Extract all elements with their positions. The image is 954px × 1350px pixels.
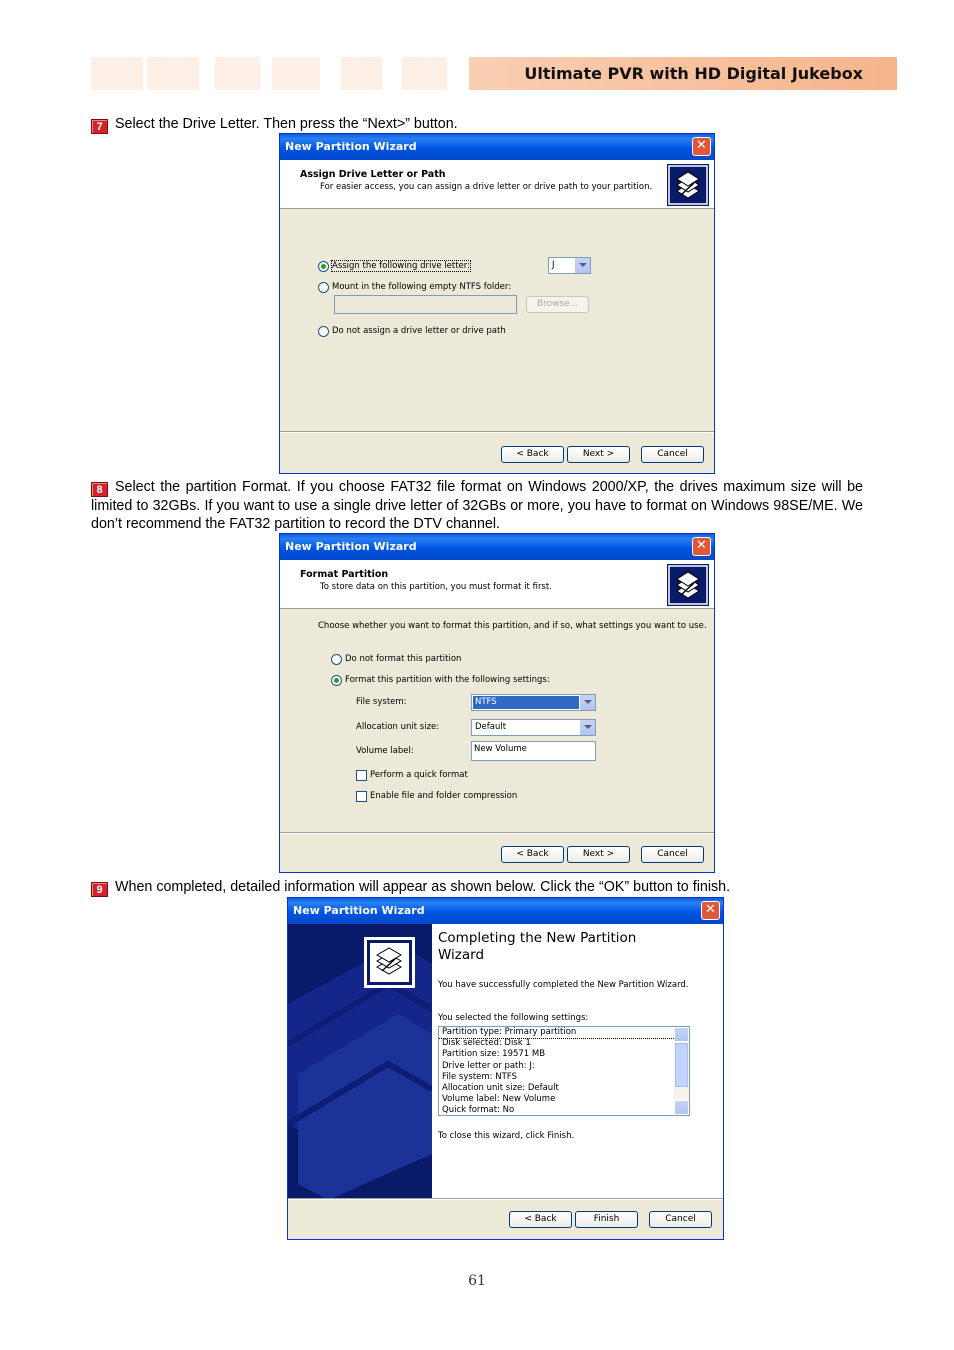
success-text: You have successfully completed the New Partition Wizard. xyxy=(438,980,689,990)
list-item[interactable]: Quick format: No xyxy=(442,1105,515,1116)
step-number: 9 xyxy=(91,882,108,897)
vertical-scrollbar[interactable] xyxy=(674,1027,689,1115)
cancel-button[interactable]: Cancel xyxy=(641,446,704,463)
no-format-radio[interactable] xyxy=(331,654,342,665)
window-title: New Partition Wizard xyxy=(285,140,417,153)
format-radio[interactable] xyxy=(331,675,342,686)
scroll-thumb[interactable] xyxy=(675,1043,688,1087)
next-button[interactable]: Next > xyxy=(567,846,630,863)
quick-format-checkbox[interactable] xyxy=(356,770,367,781)
wizard-header xyxy=(280,160,714,209)
drive-letter-dropdown[interactable] xyxy=(548,257,591,274)
header-decor-square xyxy=(272,57,320,90)
list-item[interactable]: File system: NTFS xyxy=(442,1071,517,1082)
step-8 xyxy=(91,478,863,533)
wizard-window-completion xyxy=(287,897,724,1240)
compression-checkbox[interactable] xyxy=(356,791,367,802)
header-decor-square xyxy=(215,57,260,90)
scroll-down-arrow-icon[interactable] xyxy=(674,1100,689,1115)
allocation-unit-dropdown[interactable] xyxy=(471,719,596,736)
step-text: When completed, detailed information will appear as shown below. Click the “OK” button to finish. xyxy=(115,879,731,895)
assign-letter-radio[interactable] xyxy=(318,261,329,272)
title-bar xyxy=(280,534,714,560)
no-letter-radio[interactable] xyxy=(318,326,329,337)
file-system-dropdown[interactable] xyxy=(471,694,596,711)
divider xyxy=(288,1198,723,1200)
header-bar xyxy=(469,57,897,90)
browse-button[interactable]: Browse... xyxy=(526,296,589,313)
disk-wizard-icon xyxy=(667,564,709,606)
completion-heading: Completing the New Partition Wizard xyxy=(438,930,637,963)
wizard-window-assign-drive xyxy=(279,133,715,474)
file-system-value: NTFS xyxy=(473,696,579,709)
wizard-subheading: For easier access, you can assign a drive letter or drive path to your partition. xyxy=(320,182,653,192)
list-item[interactable]: Drive letter or path: J: xyxy=(442,1060,535,1071)
back-button[interactable]: < Back xyxy=(509,1211,572,1228)
allocation-unit-label: Allocation unit size: xyxy=(356,722,440,732)
header-decor-square xyxy=(402,57,447,90)
wizard-subheading: To store data on this partition, you must format it first. xyxy=(320,582,552,592)
wizard-header xyxy=(280,560,714,609)
next-button[interactable]: Next > xyxy=(567,446,630,463)
header-decor-square xyxy=(91,57,143,90)
step-9 xyxy=(91,878,863,897)
format-prompt: Choose whether you want to format this partition, and if so, what settings you want to use. xyxy=(318,621,707,631)
allocation-unit-value: Default xyxy=(475,722,507,732)
no-letter-label[interactable]: Do not assign a drive letter or drive path xyxy=(332,326,506,336)
step-number: 8 xyxy=(91,482,108,497)
mount-folder-radio[interactable] xyxy=(318,282,329,293)
back-button[interactable]: < Back xyxy=(501,446,564,463)
header-decor-square xyxy=(147,57,199,90)
header-title: Ultimate PVR with HD Digital Jukebox xyxy=(524,64,863,83)
mount-folder-input[interactable] xyxy=(334,295,517,314)
volume-label-input[interactable]: New Volume xyxy=(471,741,596,761)
list-item[interactable]: Volume label: New Volume xyxy=(442,1094,556,1105)
title-bar xyxy=(288,898,723,924)
finish-button[interactable]: Finish xyxy=(575,1211,638,1228)
step-7 xyxy=(91,115,863,134)
cancel-button[interactable]: Cancel xyxy=(649,1211,712,1228)
disk-wizard-icon xyxy=(667,164,709,206)
wizard-window-format-partition xyxy=(279,533,715,873)
divider xyxy=(280,431,714,433)
title-bar xyxy=(280,134,714,160)
list-item[interactable]: Partition type: Primary partition xyxy=(439,1027,689,1038)
header-decor-square xyxy=(341,57,382,90)
window-title: New Partition Wizard xyxy=(293,904,425,917)
file-system-label: File system: xyxy=(356,697,407,707)
settings-listbox[interactable] xyxy=(438,1026,690,1116)
scroll-up-arrow-icon[interactable] xyxy=(674,1027,689,1042)
list-item[interactable]: Disk selected: Disk 1 xyxy=(442,1038,531,1049)
format-label[interactable]: Format this partition with the following settings: xyxy=(345,675,550,685)
drive-letter-value: J xyxy=(552,260,555,270)
chevron-down-icon[interactable] xyxy=(579,720,595,735)
chevron-down-icon[interactable] xyxy=(579,695,595,710)
close-button[interactable]: ✕ xyxy=(692,537,711,556)
mount-folder-label[interactable]: Mount in the following empty NTFS folder: xyxy=(332,282,512,292)
volume-label-label: Volume label: xyxy=(356,746,414,756)
step-number: 7 xyxy=(91,119,108,134)
page-number: 61 xyxy=(468,1273,486,1289)
chevron-down-icon[interactable] xyxy=(574,258,590,273)
wizard-heading: Format Partition xyxy=(300,569,389,580)
cancel-button[interactable]: Cancel xyxy=(641,846,704,863)
wizard-side-graphic xyxy=(288,924,432,1198)
step-text: Select the Drive Letter. Then press the “Next>” button. xyxy=(115,116,458,132)
back-button[interactable]: < Back xyxy=(501,846,564,863)
list-item[interactable]: Partition size: 19571 MB xyxy=(442,1049,546,1060)
window-title: New Partition Wizard xyxy=(285,540,417,553)
no-format-label[interactable]: Do not format this partition xyxy=(345,654,462,664)
close-instruction: To close this wizard, click Finish. xyxy=(438,1131,575,1141)
step-text: Select the partition Format. If you choose FAT32 file format on Windows 2000/XP, the drives maximum size will be limited to 32GBs. If you want to use a single drive letter of 32GBs or more, you have to format on Windows 98SE/ME. We don’t recommend the FAT32 partition to record the DTV channel. xyxy=(91,479,863,532)
quick-format-label[interactable]: Perform a quick format xyxy=(370,770,468,780)
wizard-heading: Assign Drive Letter or Path xyxy=(300,169,446,180)
selected-settings-label: You selected the following settings: xyxy=(438,1013,589,1023)
divider xyxy=(280,832,714,834)
close-button[interactable]: ✕ xyxy=(692,137,711,156)
assign-letter-label[interactable]: Assign the following drive letter: xyxy=(332,261,470,271)
list-item[interactable]: Allocation unit size: Default xyxy=(442,1083,559,1094)
compression-label[interactable]: Enable file and folder compression xyxy=(370,791,518,801)
completion-content xyxy=(432,924,723,1198)
close-button[interactable]: ✕ xyxy=(701,901,720,920)
